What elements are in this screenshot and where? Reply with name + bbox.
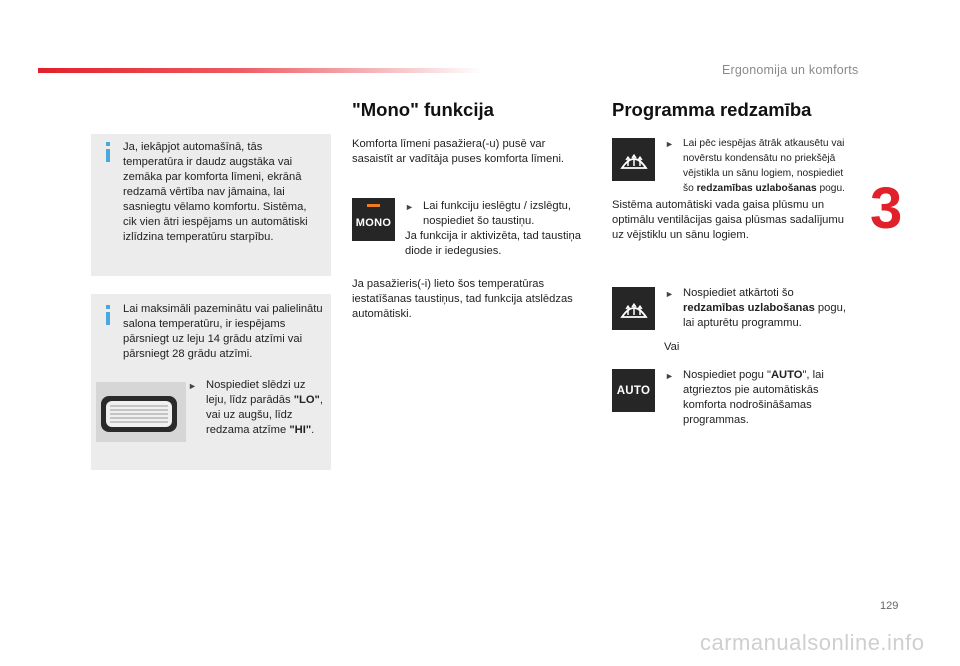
info-box-temperature (91, 134, 331, 276)
bullet-dial-text-end: . (311, 424, 315, 436)
bullet-dial (188, 378, 326, 438)
mono-title: "Mono" funkcija (352, 99, 494, 120)
lo-label: "LO" (293, 394, 320, 406)
bullet-marker-icon: ► (665, 139, 674, 149)
visibility-body: Sistēma automātiski vada gaisa plūsmu un optimālu ventilācijas gaisa plūsmas sadalījumu uz vējstiklu un sānu logiem. (612, 199, 844, 241)
bullet-dial-text-mid: , vai uz augšu, līdz redzama atzīme (206, 394, 323, 436)
page-number: 129 (880, 600, 899, 612)
visibility-bullet-1-text: Lai pēc iespējas ātrāk atkausētu vai novērstu kondensātu no priekšējā vējstikla un sānu logiem, nospiediet šo (683, 138, 845, 194)
visibility-bullet-2 (665, 286, 855, 331)
hi-label: "HI" (289, 424, 312, 436)
visibility-bold-2: redzamības uzlabošanas (683, 302, 815, 314)
windscreen-defrost-icon (619, 148, 649, 172)
header-accent-bar (38, 68, 483, 73)
bullet-marker-icon: ► (188, 381, 197, 391)
visibility-bold-1: redzamības uzlabošanas (696, 183, 817, 194)
windscreen-defrost-icon (619, 297, 649, 321)
mono-bullet-text: Lai funkciju ieslēgtu / izslēgtu, nospiediet šo taustiņu. (423, 200, 572, 227)
info-text-temperature: Ja, iekāpjot automašīnā, tās temperatūra ir daudz augstāka vai zemāka par komforta līmeni, ekrānā redzamā vērtība nav jāmaina, lai sasniegtu vēlamo komfortu. Sistēma, cik vien ātri iespējams un automātiski izlīdzina temperatūru starpību. (123, 141, 308, 243)
mono-button-image (352, 198, 395, 241)
auto-button-label: AUTO (616, 384, 651, 397)
mono-outro: Ja pasažieris(-i) lieto šos temperatūras iestatīšanas taustiņus, tad funkcija atslēdzas automātiski. (352, 278, 573, 320)
bullet-marker-icon: ► (405, 202, 414, 212)
info-icon-bar (106, 312, 110, 325)
visibility-title: Programma redzamība (612, 99, 812, 120)
info-icon (106, 142, 110, 146)
mono-note: Ja funkcija ir aktivizēta, tad taustiņa diode ir iedegusies. (405, 230, 581, 257)
bullet-marker-icon: ► (665, 289, 674, 299)
mono-button-label: MONO (355, 216, 392, 229)
visibility-bullet-3 (665, 368, 845, 428)
mono-bullet (405, 199, 585, 229)
mono-indicator-led (367, 204, 380, 207)
or-label: Vai (664, 341, 680, 353)
chapter-title: Ergonomija un komforts (722, 63, 859, 77)
temperature-dial-icon (96, 382, 186, 442)
info-box-extremes (91, 294, 331, 470)
watermark: carmanualsonline.info (700, 630, 925, 655)
visibility-bullet-3-end: ", lai atgrieztos pie automātiskās komforta nodrošināšamas programmas. (683, 369, 824, 426)
auto-button-image (612, 369, 655, 412)
bullet-marker-icon: ► (665, 371, 674, 381)
auto-bold: AUTO (770, 369, 803, 381)
mono-intro: Komforta līmeni pasažiera(-u) pusē var sasaistīt ar vadītāja puses komforta līmeni. (352, 138, 565, 165)
defrost-button-image-1 (612, 138, 655, 181)
visibility-bullet-1 (665, 136, 855, 196)
info-icon (106, 305, 110, 309)
info-text-extremes: Lai maksimāli pazeminātu vai palielinātu salona temperatūru, ir iespējams pārsniegt uz leju 14 grādu atzīmi vai pārsniegt 28 grādu atzīmi. (123, 303, 323, 360)
visibility-bullet-2-text: Nospiediet atkārtoti šo (683, 287, 794, 299)
defrost-button-image-2 (612, 287, 655, 330)
info-icon-bar (106, 149, 110, 162)
visibility-bullet-2-end: pogu, lai apturētu programmu. (683, 302, 846, 329)
visibility-bullet-1-end: pogu. (816, 183, 845, 194)
chapter-number: 3 (870, 176, 903, 241)
temperature-dial-image (96, 382, 186, 442)
bullet-dial-text: Nospiediet slēdzi uz leju, līdz parādās (206, 379, 306, 406)
visibility-bullet-3-text: Nospiediet pogu " (683, 369, 771, 381)
